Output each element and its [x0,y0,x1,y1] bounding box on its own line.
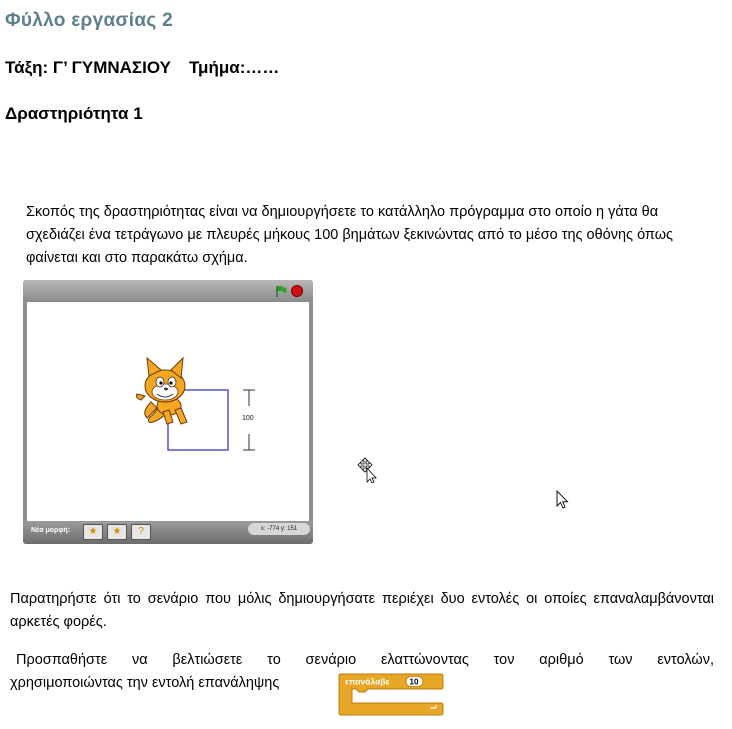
green-flag-icon [275,285,287,297]
paint-sprite-icon: ★ [83,524,103,540]
stage-bottom-bar [23,521,313,544]
repeat-block-label: επανάλαβε [345,676,390,687]
stage-canvas [27,302,309,521]
class-label: Τάξη: Γ’ ΓΥΜΝΑΣΙΟΥ [5,58,171,77]
stage-top-bar [23,280,313,302]
repeat-block [338,672,444,718]
random-sprite-icon: ? [131,524,151,540]
move-cursor-icon [357,457,379,483]
stage-drawing [27,302,309,521]
scratch-stage-figure [23,280,313,544]
intro-paragraph: Σκοπός της δραστηριότητας είναι να δημιουργήσετε το κατάλληλο πρόγραμμα στο οποίο η γάτα θα σχεδιάζει ένα τετράγωνο με πλευρές μήκους 100 βημάτων ξεκινώντας από το μέσο της οθόνης όπως φαίνεται και στο παρακάτω σχήμα. [26,204,674,266]
dimension-label: 100 [242,415,254,422]
mouse-coordinates: x: -774 y: 151 [248,523,310,535]
observation-paragraph: Παρατηρήστε ότι το σενάριο που μόλις δημιουργήσατε περιέχει δυο εντολές οι οποίες επαναλαμβάνονται αρκετές φορές. [10,591,714,630]
scratch-cat-icon [137,358,188,424]
stop-icon [291,285,303,297]
new-sprite-label: Νέα μορφή: [31,527,70,534]
section-label: Τμήμα:…… [188,58,280,77]
improve-line-2: χρησιμοποιώντας την εντολή επανάληψης [10,675,280,691]
arrow-cursor-icon [556,490,570,510]
activity-heading: Δραστηριότητα 1 [5,104,143,123]
class-section-line [5,58,279,78]
improve-line-1: Προσπαθήστε να βελτιώσετε το σενάριο ελαττώνοντας τον αριθμό των εντολών, [16,652,714,668]
worksheet-title: Φύλλο εργασίας 2 [5,10,173,31]
choose-sprite-icon: ★ [107,524,127,540]
repeat-count-value: 10 [409,677,419,687]
